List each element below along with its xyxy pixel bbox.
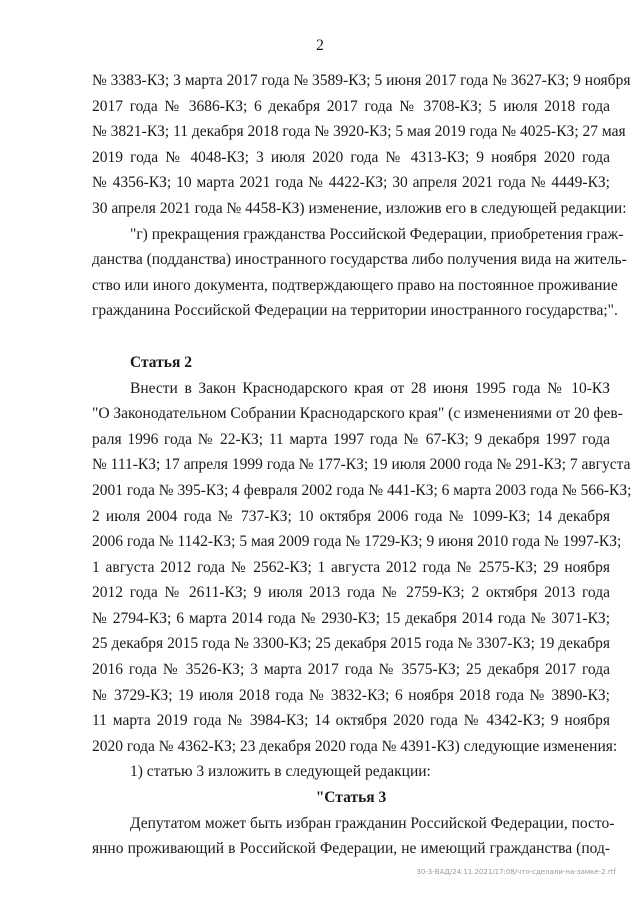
text-line: "г) прекращения гражданства Российской Федерации, приобретения граж-: [130, 225, 624, 243]
text-line: 2012 года № 2611-КЗ; 9 июля 2013 года № 2759-КЗ; 2 октября 2013 года: [92, 584, 610, 602]
text-line: 2016 года № 3526-КЗ; 3 марта 2017 года № 3575-КЗ; 25 декабря 2017 года: [92, 661, 610, 679]
page-number: 2: [316, 37, 324, 54]
text-line: 2019 года № 4048-КЗ; 3 июля 2020 года № 4313-КЗ; 9 ноября 2020 года: [92, 148, 610, 166]
text-line: № 3729-КЗ; 19 июля 2018 года № 3832-КЗ; 6 ноября 2018 года № 3890-КЗ;: [92, 686, 610, 704]
text-line: 25 декабря 2015 года № 3300-КЗ; 25 декабря 2015 года № 3307-КЗ; 19 декабря: [92, 635, 610, 653]
text-line: янно проживающий в Российской Федерации, не имеющий гражданства (под-: [92, 840, 610, 858]
text-line: 2001 года № 395-КЗ; 4 февраля 2002 года № 441-КЗ; 6 марта 2003 года № 566-КЗ;: [92, 481, 632, 499]
text-line: гражданина Российской Федерации на территории иностранного государства;".: [92, 302, 618, 320]
text-line: 30 апреля 2021 года № 4458-КЗ) изменение, изложив его в следующей редакции:: [92, 199, 627, 217]
text-line: № 111-КЗ; 17 апреля 1999 года № 177-КЗ; 19 июля 2000 года № 291-КЗ; 7 августа: [92, 456, 631, 474]
paragraph-gap: [92, 324, 610, 350]
document-body: [92, 68, 632, 862]
text-line: 2006 года № 1142-КЗ; 5 мая 2009 года № 1729-КЗ; 9 июня 2010 года № 1997-КЗ;: [92, 533, 622, 551]
text-line: 2 июля 2004 года № 737-КЗ; 10 октября 2006 года № 1099-КЗ; 14 декабря: [92, 507, 610, 525]
text-line: 2020 года № 4362-КЗ; 23 декабря 2020 года № 4391-КЗ) следующие изменения:: [92, 737, 618, 755]
text-line: 2017 года № 3686-КЗ; 6 декабря 2017 года № 3708-КЗ; 5 июля 2018 года: [92, 97, 610, 115]
text-line: № 4356-КЗ; 10 марта 2021 года № 4422-КЗ; 30 апреля 2021 года № 4449-КЗ;: [92, 174, 610, 192]
text-line: № 3821-КЗ; 11 декабря 2018 года № 3920-КЗ; 5 мая 2019 года № 4025-КЗ; 27 мая: [92, 123, 626, 141]
article-2-heading: Статья 2: [130, 353, 192, 371]
text-line: Внести в Закон Краснодарского края от 28 июня 1995 года № 10-КЗ: [130, 379, 610, 397]
text-line: Депутатом может быть избран гражданин Российской Федерации, посто-: [130, 814, 615, 832]
footer-file-code: 30-3-ВАД/24.11.2021/17:08/что-сделали-на-замке-2.rtf: [416, 868, 616, 876]
text-line: раля 1996 года № 22-КЗ; 11 марта 1997 года № 67-КЗ; 9 декабря 1997 года: [92, 430, 610, 448]
list-item: 1) статью 3 изложить в следующей редакции:: [130, 763, 431, 781]
text-line: 1 августа 2012 года № 2562-КЗ; 1 августа 2012 года № 2575-КЗ; 29 ноября: [92, 558, 610, 576]
text-line: "О Законодательном Собрании Краснодарского края" (с изменениями от 20 фев-: [92, 405, 623, 423]
text-line: ство или иного документа, подтверждающего право на постоянное проживание: [92, 276, 618, 294]
text-line: 11 марта 2019 года № 3984-КЗ; 14 октября 2020 года № 4342-КЗ; 9 ноября: [92, 712, 610, 730]
text-line: № 2794-КЗ; 6 марта 2014 года № 2930-КЗ; 15 декабря 2014 года № 3071-КЗ;: [92, 609, 610, 627]
text-line: данства (подданства) иностранного государства либо получения вида на житель-: [92, 251, 627, 269]
text-line: № 3383-КЗ; 3 марта 2017 года № 3589-КЗ; 5 июня 2017 года № 3627-КЗ; 9 ноября: [92, 72, 631, 89]
article-3-heading: "Статья 3: [315, 789, 387, 807]
